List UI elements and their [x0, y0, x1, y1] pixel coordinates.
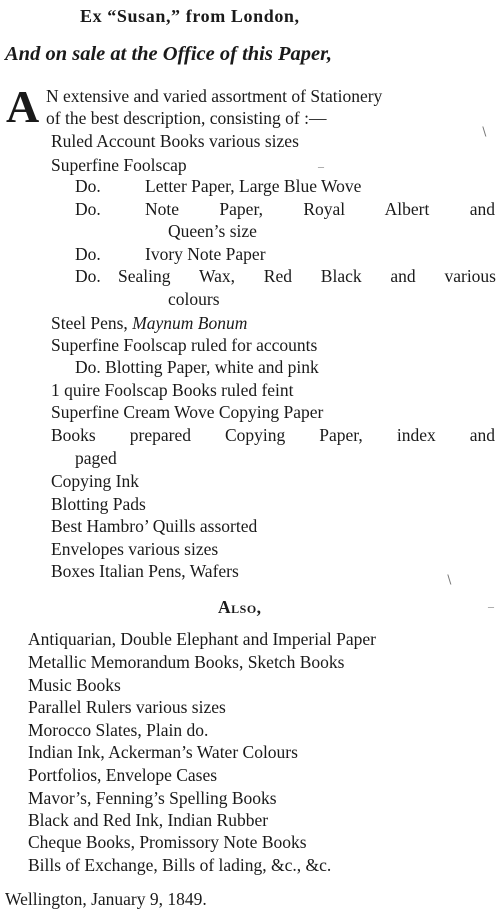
- list-item-continuation: Queen’s size: [168, 221, 257, 241]
- also-list-item: Indian Ink, Ackerman’s Water Colours: [28, 742, 298, 762]
- also-heading: Also,: [218, 597, 262, 617]
- list-item: Ruled Account Books various sizes: [51, 131, 299, 151]
- header-line-2: And on sale at the Office of this Paper,: [5, 43, 333, 65]
- also-list-item: Mavor’s, Fenning’s Spelling Books: [28, 788, 277, 808]
- list-item: Boxes Italian Pens, Wafers: [51, 561, 239, 581]
- dateline: Wellington, January 9, 1849.: [5, 889, 207, 909]
- list-item-continuation: paged: [75, 448, 117, 468]
- list-item: Books prepared Copying Paper, index and: [51, 425, 495, 445]
- also-list-item: Bills of Exchange, Bills of lading, &c., &c.: [28, 855, 332, 875]
- list-item: Superfine Foolscap ruled for accounts: [51, 335, 318, 355]
- ditto-mark: Do.: [75, 176, 101, 196]
- also-list-item: Black and Red Ink, Indian Rubber: [28, 810, 269, 830]
- drop-cap: A: [6, 81, 40, 132]
- also-list-item: Cheque Books, Promissory Note Books: [28, 832, 307, 852]
- list-item: Superfine Foolscap: [51, 155, 187, 175]
- ditto-mark: Do.: [75, 199, 101, 219]
- print-speck: –: [318, 159, 324, 173]
- list-item: [51, 313, 247, 333]
- intro-line-2: of the best description, consisting of :—: [46, 108, 327, 128]
- list-item: Copying Ink: [51, 471, 139, 491]
- also-list-item: Metallic Memorandum Books, Sketch Books: [28, 652, 345, 672]
- print-speck: ∖: [445, 573, 453, 587]
- header-line-1: Ex “Susan,” from London,: [80, 6, 300, 26]
- also-list-item: Antiquarian, Double Elephant and Imperial Paper: [28, 629, 376, 649]
- intro-line-1: N extensive and varied assortment of Stationery: [46, 86, 383, 106]
- list-item: Sealing Wax, Red Black and various: [118, 266, 496, 286]
- print-speck: ∖: [480, 125, 488, 139]
- ditto-mark: Do.: [75, 266, 101, 286]
- list-item: Envelopes various sizes: [51, 539, 219, 559]
- also-list-item: Portfolios, Envelope Cases: [28, 765, 218, 785]
- also-list-item: Parallel Rulers various sizes: [28, 697, 226, 717]
- list-item: 1 quire Foolscap Books ruled feint: [51, 380, 294, 400]
- list-item-brand: Maynum Bonum: [132, 313, 248, 333]
- also-list-item: Morocco Slates, Plain do.: [28, 720, 209, 740]
- list-item: Note Paper, Royal Albert and: [145, 199, 495, 219]
- list-item-continuation: colours: [168, 289, 220, 309]
- list-item: Superfine Cream Wove Copying Paper: [51, 402, 324, 422]
- list-item: Letter Paper, Large Blue Wove: [145, 176, 362, 196]
- list-item: Do. Blotting Paper, white and pink: [75, 357, 319, 377]
- also-list-item: Music Books: [28, 675, 121, 695]
- list-item: Blotting Pads: [51, 494, 146, 514]
- ditto-mark: Do.: [75, 244, 101, 264]
- list-item: Best Hambro’ Quills assorted: [51, 516, 258, 536]
- print-speck: –: [488, 599, 494, 613]
- list-item: Ivory Note Paper: [145, 244, 266, 264]
- list-item-label: Steel Pens,: [51, 313, 128, 333]
